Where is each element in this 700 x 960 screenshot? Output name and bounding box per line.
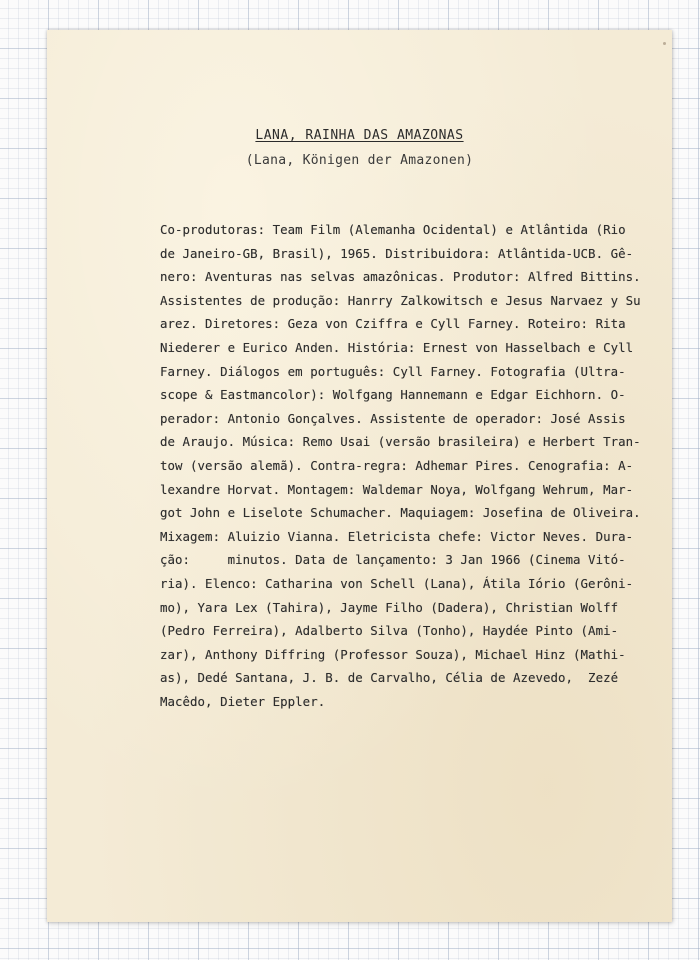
body-line: (Pedro Ferreira), Adalberto Silva (Tonho), Haydée Pinto (Ami- xyxy=(160,623,619,639)
body-line: zar), Anthony Diffring (Professor Souza), Michael Hinz (Mathi- xyxy=(160,646,626,662)
body-line: arez. Diretores: Geza von Cziffra e Cyll Farney. Roteiro: Rita xyxy=(160,316,626,332)
body-line: Macêdo, Dieter Eppler. xyxy=(160,693,326,709)
document-title-text: LANA, RAINHA DAS AMAZONAS xyxy=(255,128,464,143)
document-body xyxy=(160,218,700,713)
paper-mark xyxy=(663,42,666,45)
body-line: Assistentes de produção: Hanrry Zalkowitsch e Jesus Narvaez y Su xyxy=(160,292,641,308)
document-subtitle: (Lana, Königen der Amazonen) xyxy=(245,153,474,168)
body-line: Farney. Diálogos em português: Cyll Farney. Fotografia (Ultra- xyxy=(160,363,626,379)
body-line: ria). Elenco: Catharina von Schell (Lana), Átila Iório (Gerôni- xyxy=(160,575,634,591)
body-line: tow (versão alemã). Contra-regra: Adhemar Pires. Cenografia: A- xyxy=(160,457,634,473)
document-title xyxy=(47,128,672,143)
body-line: Niederer e Eurico Anden. História: Ernest von Hasselbach e Cyll xyxy=(160,339,634,355)
body-line: as), Dedé Santana, J. B. de Carvalho, Célia de Azevedo, Zezé xyxy=(160,670,619,686)
body-line: perador: Antonio Gonçalves. Assistente de operador: José Assis xyxy=(160,410,626,426)
body-line: Co-produtoras: Team Film (Alemanha Ocidental) e Atlântida (Rio xyxy=(160,222,626,237)
body-line: lexandre Horvat. Montagem: Waldemar Noya, Wolfgang Wehrum, Mar- xyxy=(160,481,634,497)
body-line: de Araujo. Música: Remo Usai (versão brasileira) e Herbert Tran- xyxy=(160,434,641,450)
body-line: nero: Aventuras nas selvas amazônicas. Produtor: Alfred Bittins. xyxy=(160,269,641,285)
body-line: got John e Liselote Schumacher. Maquiagem: Josefina de Oliveira. xyxy=(160,505,641,521)
body-line: de Janeiro-GB, Brasil), 1965. Distribuidora: Atlântida-UCB. Gê- xyxy=(160,245,634,261)
body-line: Mixagem: Aluizio Vianna. Eletricista chefe: Victor Neves. Dura- xyxy=(160,528,634,544)
body-line: scope & Eastmancolor): Wolfgang Hannemann e Edgar Eichhorn. O- xyxy=(160,387,626,403)
body-line: mo), Yara Lex (Tahira), Jayme Filho (Dadera), Christian Wolff xyxy=(160,599,619,615)
body-line: ção: minutos. Data de lançamento: 3 Jan 1966 (Cinema Vitó- xyxy=(160,552,626,568)
typewritten-sheet xyxy=(47,30,672,922)
